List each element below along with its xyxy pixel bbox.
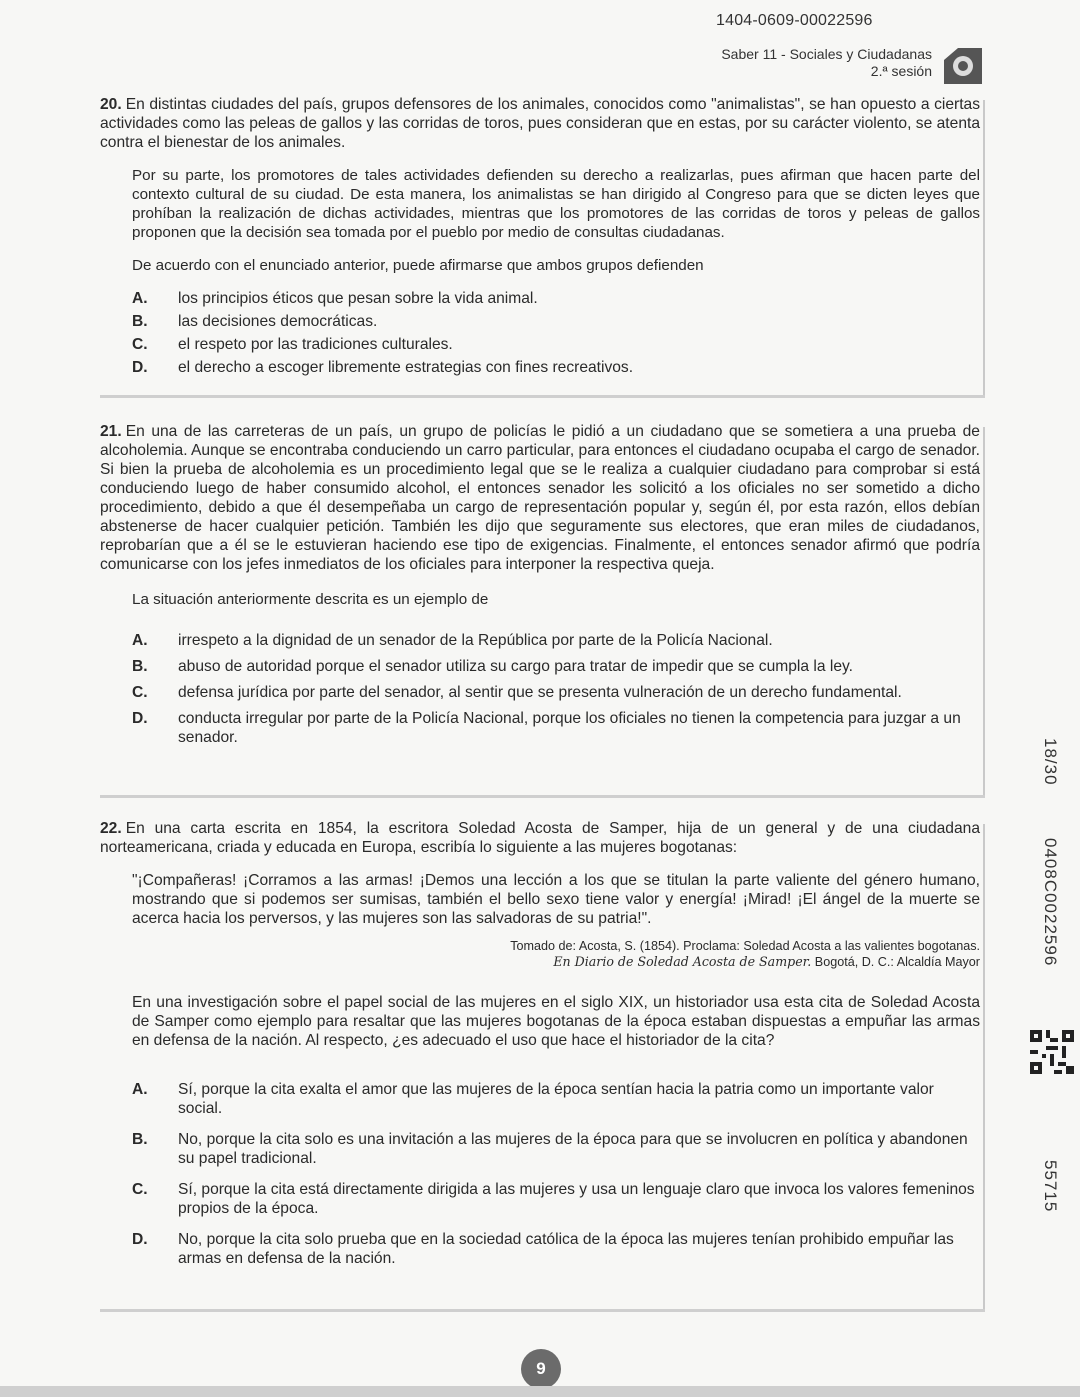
option-21a[interactable]: A. irrespeto a la dignidad de un senador de la República por parte de la Policía Nacional. (132, 632, 773, 649)
question-22 (100, 819, 980, 1268)
question-20-paragraph: Por su parte, los promotores de tales actividades defienden su derecho a realizarlas, pues afirman que hacen parte del contexto cultural de su ciudad. De esta manera, los animalistas se han dirigido al Congreso para que se dicten leyes que prohíban la realización de dichas actividades, mientras que los promotores de las corridas de toros y peleas de gallos proponen que la decisión sea tomada por el pueblo por medio de consultas ciudadanas. (132, 167, 980, 241)
margin-number: 55715 (1041, 1160, 1060, 1213)
question-21-frame-bottom (100, 795, 985, 798)
exam-header (721, 46, 932, 80)
question-20-prompt: De acuerdo con el enunciado anterior, puede afirmarse que ambos grupos defienden (132, 257, 704, 274)
option-21b[interactable]: B. abuso de autoridad porque el senador utiliza su cargo para tratar de impedir que se cumpla la ley. (132, 658, 853, 675)
page-id: 1404-0609-00022596 (716, 12, 873, 29)
exam-session: 2.ª sesión (870, 63, 932, 79)
question-22-citation: Tomado de: Acosta, S. (1854). Proclama: Soledad Acosta a las valientes bogotanas. En Diario de Soledad Acosta de Samper. Bogotá, D. C.: Alcaldía Mayor (510, 939, 980, 969)
page-number: 9 (521, 1349, 561, 1389)
question-22-frame-right (983, 824, 985, 1310)
option-22d[interactable]: D. No, porque la cita solo prueba que en la sociedad católica de la época las mujeres tenían prohibido empuñar las armas en defensa de la nación. (132, 1231, 954, 1267)
margin-sheet-number: 18/30 (1041, 738, 1060, 786)
scan-bottom-edge (0, 1386, 1080, 1397)
option-21d[interactable]: D. conducta irregular por parte de la Policía Nacional, porque los oficiales no tienen la competencia para juzgar a un senador. (132, 710, 961, 746)
question-21-options (100, 631, 980, 747)
question-20-intro: 20. En distintas ciudades del país, grupos defensores de los animales, conocidos como "animalistas", se han opuesto a ciertas actividades como las peleas de gallos y las corridas de toros, pues consideran que en estas, por su carácter violento, se atenta contra el bienestar de los animales. (100, 96, 980, 151)
icfes-logo-icon (944, 48, 982, 84)
option-21c[interactable]: C. defensa jurídica por parte del senador, al sentir que se presenta vulneración de un derecho fundamental. (132, 684, 902, 701)
question-20-frame-right (983, 100, 985, 395)
question-21-frame-right (983, 427, 985, 795)
question-22-intro: 22. En una carta escrita en 1854, la escritora Soledad Acosta de Samper, hija de un general y de una ciudadana norteamericana, criada y educada en Europa, escribía lo siguiente a las mujeres bogotanas: (100, 820, 980, 856)
question-22-options (100, 1080, 980, 1268)
option-20b[interactable]: B. las decisiones democráticas. (132, 313, 378, 330)
option-22a[interactable]: A. Sí, porque la cita exalta el amor que las mujeres de la época sentían hacia la patria como un importante valor social. (132, 1081, 934, 1117)
margin-code: 0408C0022596 (1041, 838, 1060, 967)
question-22-frame-bottom (100, 1309, 985, 1312)
question-20-options (100, 289, 980, 377)
option-20c[interactable]: C. el respeto por las tradiciones culturales. (132, 336, 453, 353)
question-20 (100, 95, 980, 377)
option-20d[interactable]: D. el derecho a escoger libremente estrategias con fines recreativos. (132, 359, 634, 376)
question-22-prompt: En una investigación sobre el papel social de las mujeres en el siglo XIX, un historiador usa esta cita de Soledad Acosta de Samper como ejemplo para resaltar que las mujeres bogotanas de la época estaban dispuestas a empuñar las armas en defensa de la nación. Al respecto, ¿es adecuado el uso que hace el historiador de la cita? (132, 994, 980, 1049)
question-20-frame-bottom (100, 395, 985, 398)
question-21-prompt: La situación anteriormente descrita es un ejemplo de (132, 591, 489, 608)
option-20a[interactable]: A. los principios éticos que pesan sobre la vida animal. (132, 290, 538, 307)
option-22c[interactable]: C. Sí, porque la cita está directamente dirigida a las mujeres y usa un lenguaje claro que invoca los valores femeninos propios de la época. (132, 1181, 975, 1217)
question-21 (100, 422, 980, 747)
qr-code-icon (1030, 1030, 1074, 1074)
option-22b[interactable]: B. No, porque la cita solo es una invitación a las mujeres de la época para que se involucren en política y abandonen su papel tradicional. (132, 1131, 968, 1167)
question-21-intro: 21. En una de las carreteras de un país, un grupo de policías le pidió a un ciudadano que se sometiera a una prueba de alcoholemia. Aunque se encontraba conduciendo un carro particular, para entonces el ciudadano ocupaba el cargo de senador. Si bien la prueba de alcoholemia es un procedimiento legal que se le realiza a cualquier ciudadano para comprobar si está conduciendo luego de haber consumido alcohol, el entonces senador les solicitó a los oficiales no ser sometido a dicho procedimiento, debido a que él desempeñaba un cargo de representación popular y, según él, por esta razón, ellos debían abstenerse de hacer cualquier petición. También les dijo que seguramente sus electores, que eran miles de ciudadanos, reprobarían que a él se le estuvieran haciendo ese tipo de exigencias. Finalmente, el entonces senador afirmó que podría comunicarse con los jefes inmediatos de los oficiales para interponer la respectiva queja. (100, 423, 980, 573)
exam-title: Saber 11 - Sociales y Ciudadanas (721, 46, 932, 62)
question-22-quote: "¡Compañeras! ¡Corramos a las armas! ¡Demos una lección a los que se titulan la parte valiente del género humano, mostrando que si podemos ser sumisas, también el bello sexo tiene valor y energía! ¡Mirad! ¡El ángel de la muerte se acerca hacia los perversos, y las mujeres son las salvadoras de su patria!". (132, 872, 980, 927)
